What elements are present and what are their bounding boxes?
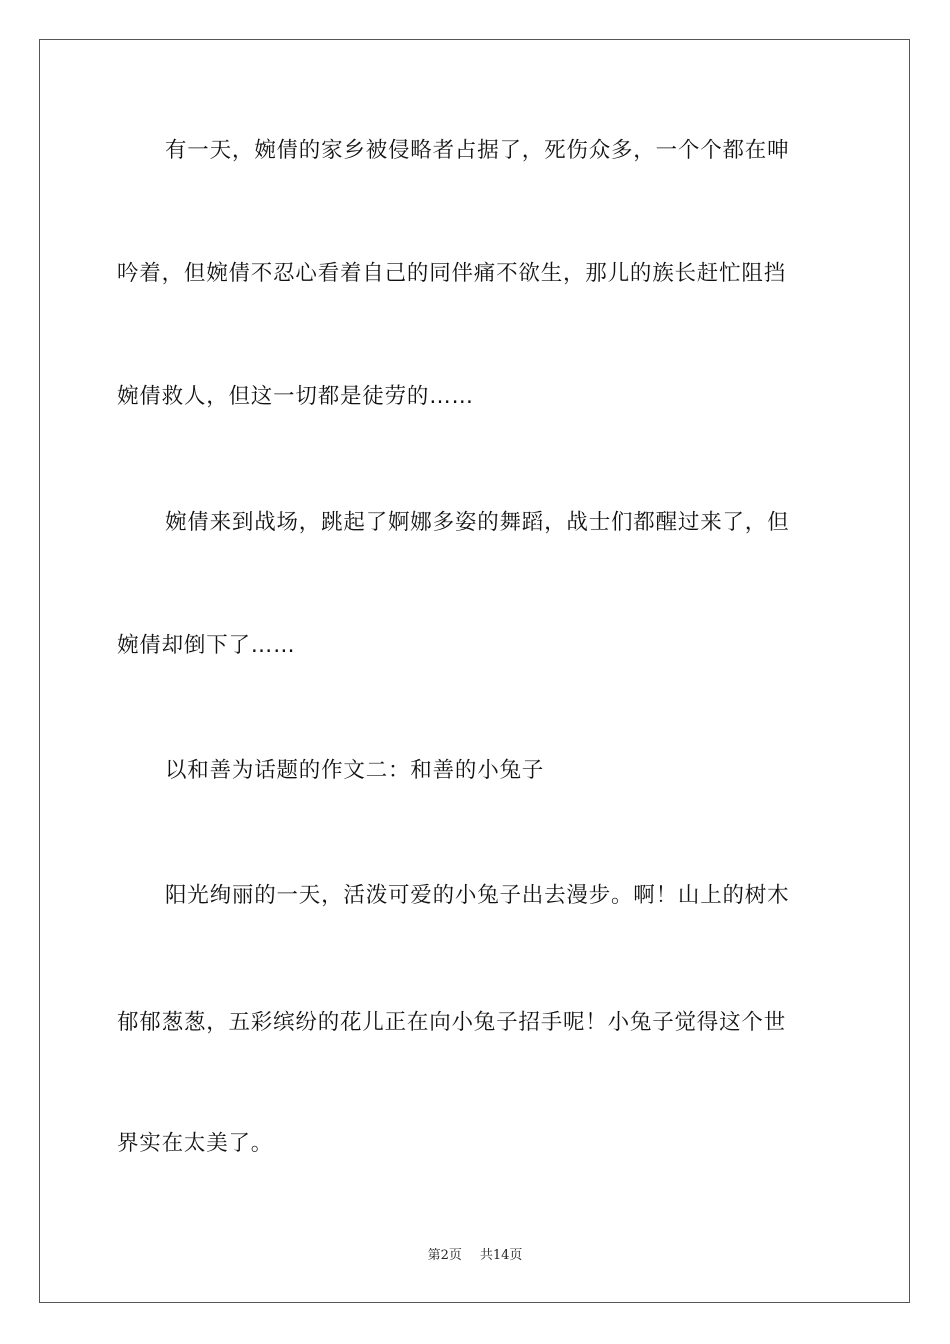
paragraph-2-line-1: 婉倩来到战场，跳起了婀娜多姿的舞蹈，战士们都醒过来了，但 xyxy=(165,510,790,535)
paragraph-1-line-2: 吟着，但婉倩不忍心看着自己的同伴痛不欲生，那儿的族长赶忙阻挡 xyxy=(117,261,787,286)
page-border xyxy=(39,39,910,1303)
page-total: 共14页 xyxy=(479,1248,523,1263)
paragraph-3-line-2: 郁郁葱葱，五彩缤纷的花儿正在向小兔子招手呢！小兔子觉得这个世 xyxy=(117,1010,787,1035)
paragraph-2-line-2: 婉倩却倒下了…… xyxy=(117,633,296,658)
paragraph-3-line-3: 界实在太美了。 xyxy=(117,1131,274,1156)
page-footer xyxy=(0,1244,950,1263)
page-number: 第2页 xyxy=(427,1248,462,1263)
paragraph-1-line-3: 婉倩救人，但这一切都是徒劳的…… xyxy=(117,384,474,409)
section-heading: 以和善为话题的作文二：和善的小兔子 xyxy=(165,758,545,783)
paragraph-3-line-1: 阳光绚丽的一天，活泼可爱的小兔子出去漫步。啊！山上的树木 xyxy=(165,883,790,908)
paragraph-1-line-1: 有一天，婉倩的家乡被侵略者占据了，死伤众多，一个个都在呻 xyxy=(165,138,790,163)
